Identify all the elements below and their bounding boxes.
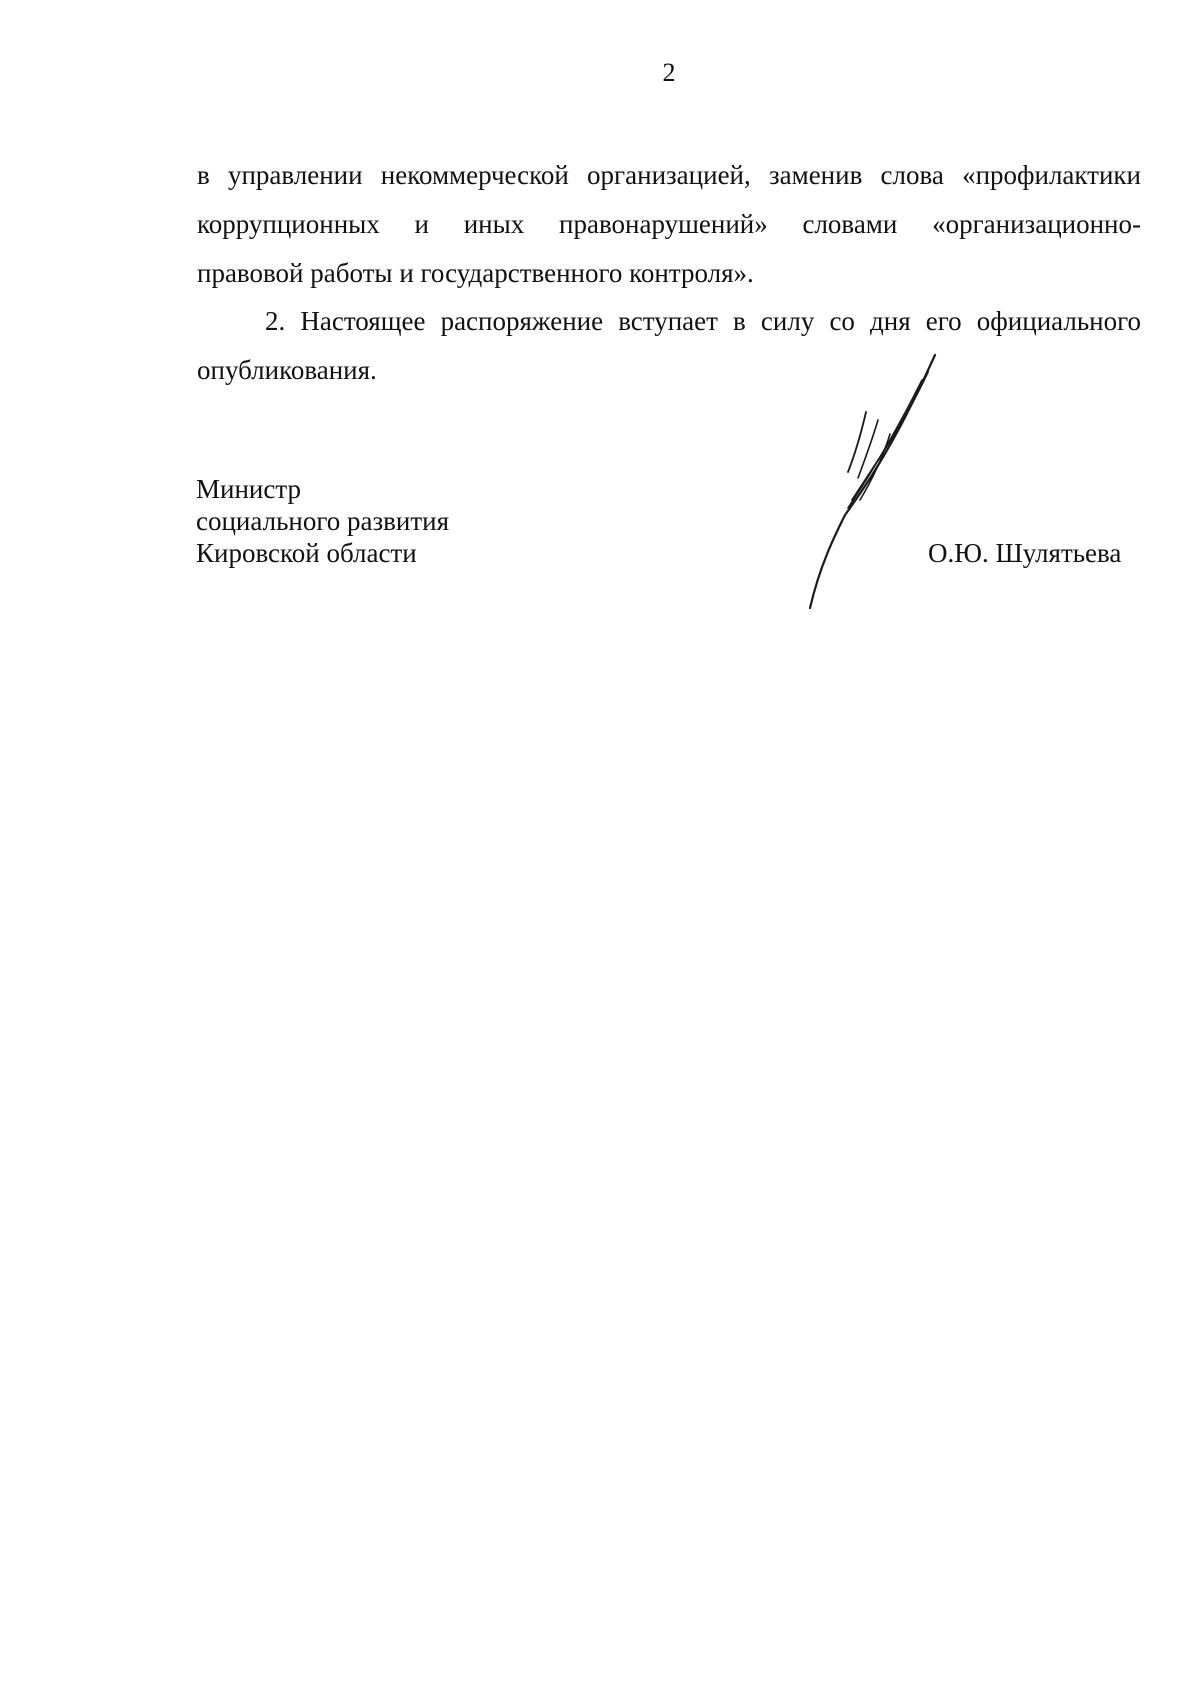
handwritten-signature: [790, 350, 960, 615]
paragraph-1-line-2: коррупционных и иных правонарушений» словами «организационно-: [197, 209, 1141, 239]
paragraph-1-line-1: в управлении некоммерческой организацией, заменив слова «профилактики: [197, 160, 1141, 190]
paragraph-2-line-2: опубликования.: [197, 355, 377, 385]
signer-position-line-1: Министр: [196, 474, 301, 504]
signer-name: О.Ю. Шулятьева: [928, 538, 1122, 568]
page-number: 2: [662, 58, 676, 87]
signer-position-line-2: социального развития: [196, 506, 450, 536]
paragraph-1-line-3: правовой работы и государственного контроля».: [197, 258, 754, 288]
signer-position-line-3: Кировской области: [196, 538, 417, 568]
paragraph-2-line-1: 2. Настоящее распоряжение вступает в силу со дня его официального: [265, 306, 1141, 336]
